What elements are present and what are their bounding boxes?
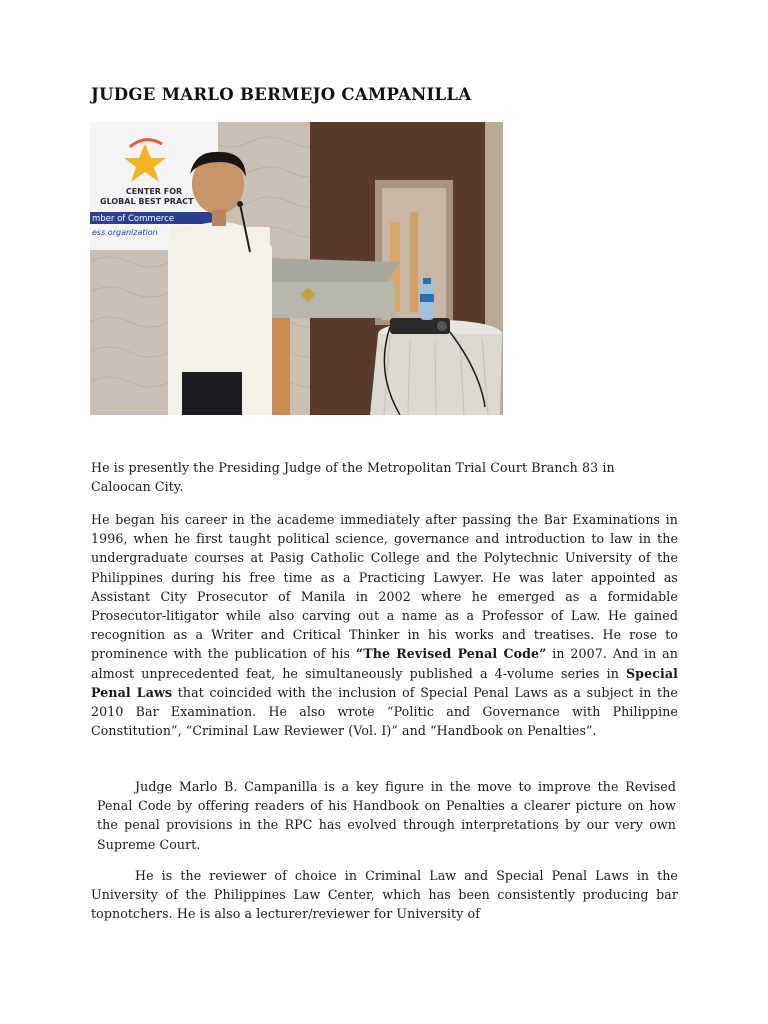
paragraph-presiding-judge: He is presently the Presiding Judge of the Metropolitan Trial Court Branch 83 in Caloocan City. bbox=[91, 460, 615, 495]
banner-text-2: GLOBAL BEST PRACT bbox=[100, 197, 194, 206]
paragraph-key-figure: Judge Marlo B. Campanilla is a key figure in the move to improve the Revised Penal Code by offering readers of his Handbook on Penalties a clearer picture on how the penal provisions in the RPC has evolved through interpretations by our very own Supreme Court. bbox=[97, 779, 676, 852]
banner-text-3: mber of Commerce bbox=[92, 214, 175, 224]
banner-text-4: ess organization bbox=[92, 228, 158, 237]
paragraph-career-text-b: in 2007. And in an almost unprecedented feat, he simultaneously published a 4-volume series in bbox=[91, 646, 678, 681]
book-title-revised-penal-code: “The Revised Penal Code” bbox=[355, 646, 547, 662]
speaker-photo bbox=[90, 122, 503, 415]
page-title: JUDGE MARLO BERMEJO CAMPANILLA bbox=[91, 85, 472, 104]
paragraph-reviewer: He is the reviewer of choice in Criminal Law and Special Penal Laws in the University of the Philippines Law Center, which has been consistently producing bar topnotchers. He is also a lecturer/reviewer for University of bbox=[91, 868, 678, 922]
paragraph-career-text-a: He began his career in the academe immediately after passing the Bar Examinations in 1996, when he first taught political science, governance and introduction to law in the undergraduate courses at Pasig Catholic College and the Polytechnic University of the Philippines during his free time as a Practicing Lawyer. He was later appointed as Assistant City Prosecutor of Manila in 2002 where he emerged as a formidable Prosecutor-litigator while also carving out a name as a Professor of Law. He gained recognition as a Writer and Critical Thinker in his works and treatises. He rose to prominence with the publication of his bbox=[91, 512, 678, 662]
book-title-special-penal-laws: Special Penal Laws bbox=[91, 665, 678, 700]
paragraph-career-text-c: that coincided with the inclusion of Special Penal Laws as a subject in the 2010 Bar Examination. He also wrote “Politic and Governance with Philippine Constitution”, “Criminal Law Reviewer (Vol. I)” and “Handbook on Penalties”. bbox=[91, 684, 678, 739]
banner-text-1: CENTER FOR bbox=[125, 187, 183, 196]
paragraph-career bbox=[91, 510, 678, 740]
